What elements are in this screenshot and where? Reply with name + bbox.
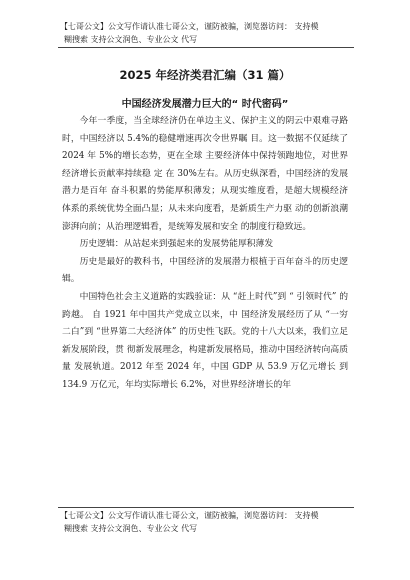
header-divider [58, 47, 354, 48]
header-line-1: 【七哥公文】公文写作请认准七哥公文，谨防被骗，浏览器访问： 支持模 [60, 22, 319, 31]
body-paragraph: 中国特色社会主义道路的实践验证：从 “赶上时代”到 “ 引领时代” 的跨越。 自 1921 年中国共产党成立以来，中 国经济发展经历了从 “一穷二白”到 “世界第二大经济体” 的历史性飞跃。党的十八大以来，我们立足新发展阶段，贯 彻新发展理念，构建新发展格局，推动中国经济转向高质量 发展轨道。2012 年至 2024 年，中国 GDP 从 53.9 万亿元增长 到 134.9 万亿元，年均实际增长 6.2%，对世界经济增长的年 [62, 291, 348, 390]
article-body [62, 113, 348, 395]
document-title: 2025 年经济类君汇编（31 篇） [119, 68, 291, 82]
page-header [60, 20, 350, 64]
body-paragraph: 历史是最好的教科书，中国经济的发展潜力根植于百年奋斗的历史逻辑。 [62, 256, 348, 285]
header-line-2: 糊搜索 支持公文润色、专业公文 代写 [64, 35, 198, 44]
article-title: 中国经济发展潜力巨大的“ 时代密码” [121, 99, 289, 110]
page-footer [60, 509, 350, 535]
footer-line-2: 糊搜索 支持公文润色、专业公文 代写 [64, 524, 198, 533]
footer-line-1: 【七哥公文】公文写作请认准七哥公文，谨防被骗，浏览器访问： 支持模 [60, 511, 319, 520]
body-paragraph: 今年一季度，当全球经济仍在单边主义、保护主义的阴云中艰难寻路时，中国经济以 5.4%的稳健增速再次令世界瞩 目。这一数据不仅延续了 2024 年 5%的增长态势，更在全球 主要经济体中保持领跑地位，对世界经济增长贡献率持续稳 定 在 30%左右。从历史纵深看，中国经济的发展潜力是百年 奋斗积累的势能厚积薄发；从现实维度看，是超大规模经济 体系的系统优势全面凸显；从未来向度看，是新质生产力驱 动的创新浪潮澎湃向前；从治理逻辑看，是统筹发展和安全 的制度行稳致远。 [62, 116, 348, 232]
footer-divider [58, 507, 354, 508]
section-heading: 历史逻辑：从站起来到强起来的发展势能厚积薄发 [79, 239, 274, 250]
